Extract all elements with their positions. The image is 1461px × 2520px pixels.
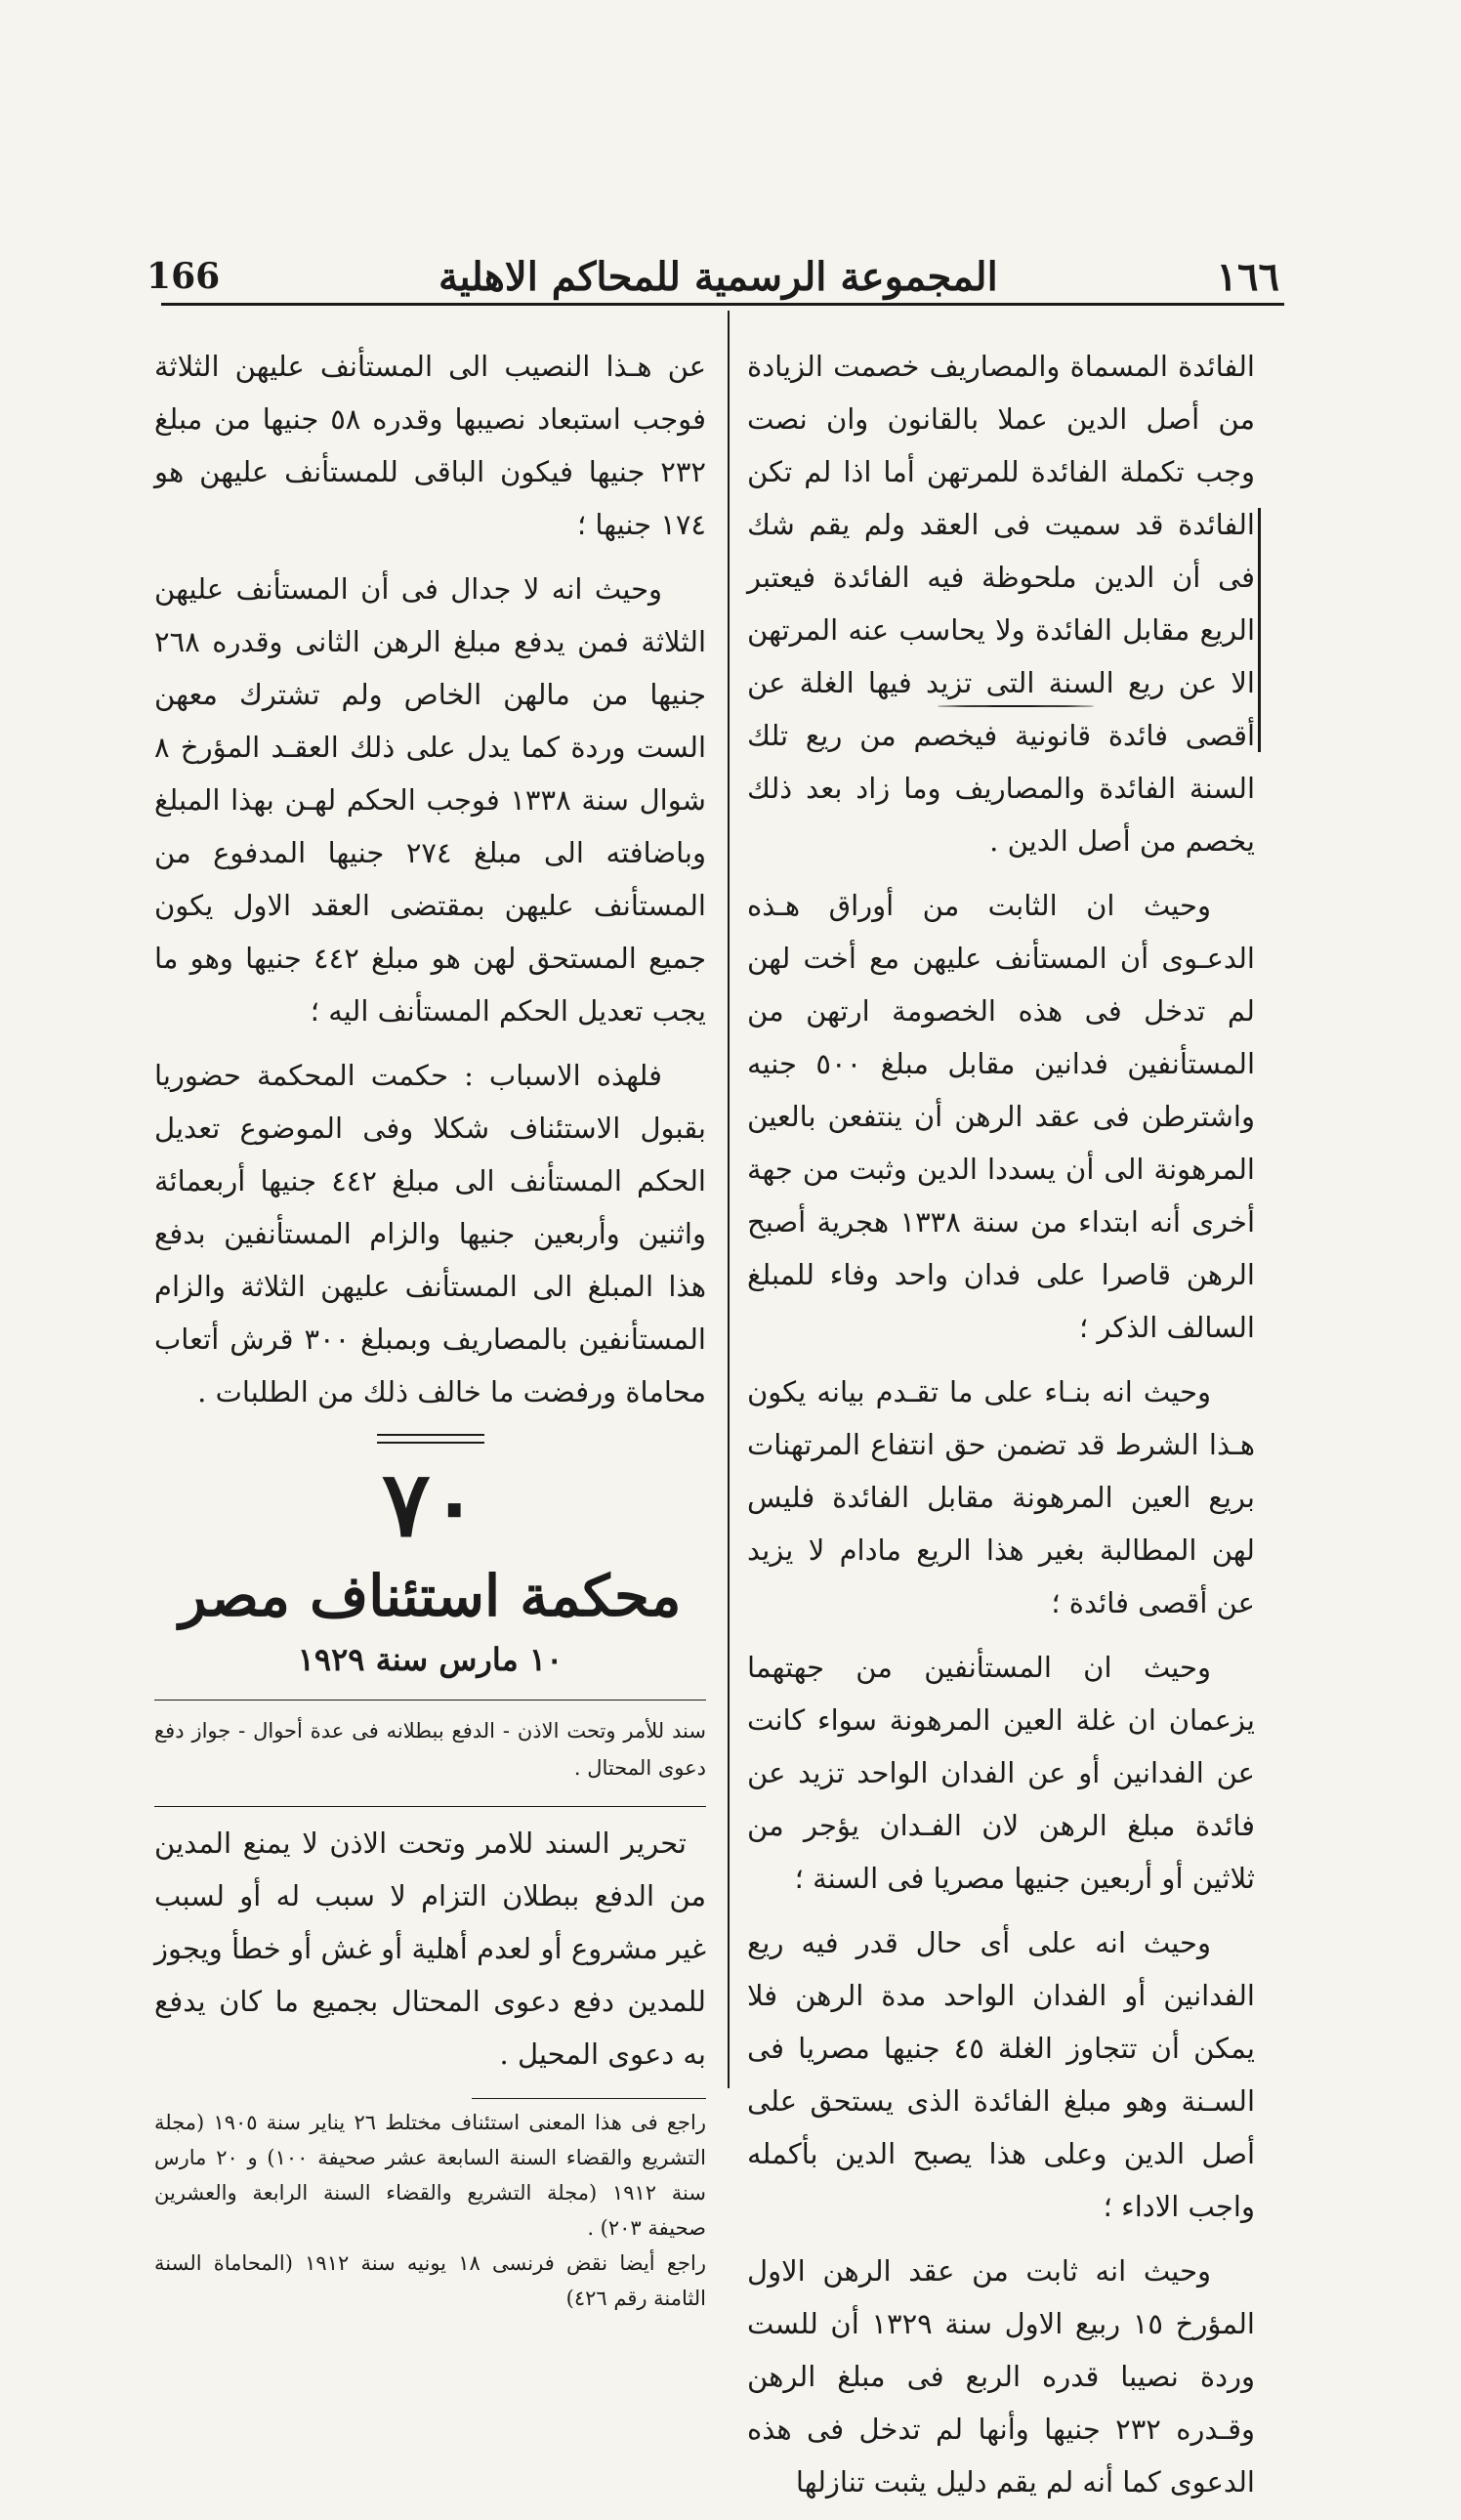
left-column: [154, 340, 706, 2316]
footnote: راجع فى هذا المعنى استئناف مختلط ٢٦ يناير سنة ١٩٠٥ (مجلة التشريع والقضاء السنة السابعة عشر صحيفة ١٠٠) و ٢٠ مارس سنة ١٩١٢ (مجلة التشريع والقضاء السنة الرابعة والعشرين صحيفة ٢٠٣) .: [154, 2111, 707, 2240]
header-rule: [161, 303, 1284, 306]
right-column: [747, 340, 1255, 2520]
footnote: راجع أيضا نقض فرنسى ١٨ يونيه سنة ١٩١٢ (المحاماة السنة الثامنة رقم ٤٢٦): [154, 2251, 706, 2310]
section-separator: [377, 1434, 484, 1444]
paragraph: فلهذه الاسباب : حكمت المحكمة حضوريا بقبول الاستئناف شكلا وفى الموضوع تعديل الحكم المستأنف الى مبلغ ٤٤٢ جنيها أربعمائة واثنين وأربعين جنيها والزام المستأنفين بدفع هذا المبلغ الى المستأنف عليهن الثلاثة والزام المستأنفين بالمصاريف وبمبلغ ٣٠٠ قرش أتعاب محاماة ورفضت ما خالف ذلك من الطلبات .: [154, 1059, 706, 1408]
paragraph: وحيث انه ثابت من عقد الرهن الاول المؤرخ ١٥ ربيع الاول سنة ١٣٢٩ أن للست وردة نصيبا قدره الربع فى مبلغ الرهن وقـدره ٢٣٢ جنيها وأنها لم تدخل فى هذه الدعوى كما أنه لم يقم دليل يثبت تنازلها: [747, 2254, 1255, 2499]
paragraph: عن هـذا النصيب الى المستأنف عليهن الثلاثة فوجب استبعاد نصيبها وقدره ٥٨ جنيها من مبلغ ٢٣٢ جنيها فيكون الباقى للمستأنف عليهن هو ١٧٤ جنيها ؛: [154, 350, 706, 541]
footnote-rule: [472, 2098, 706, 2099]
margin-bracket-mark: [1258, 508, 1267, 752]
paragraph: وحيث ان المستأنفين من جهتهما يزعمان ان غلة العين المرهونة سواء كانت عن الفدانين أو عن الفدان الواحد تزيد عن فائدة مبلغ الرهن لان الفـدان يؤجر من ثلاثين أو أربعين جنيها مصريا فى السنة ؛: [747, 1651, 1255, 1895]
paragraph: وحيث ان الثابت من أوراق هـذه الدعـوى أن المستأنف عليهن مع أخت لهن لم تدخل فى هذه الخصومة ارتهن من المستأنفين فدانين مقابل مبلغ ٥٠٠ جنيه واشترطن فى عقد الرهن أن ينتفعن بالعين المرهونة الى أن يسددا الدين وثبت من جهة أخرى أنه ابتداء من سنة ١٣٣٨ هجرية أصبح الرهن قاصرا على فدان واحد وفاء للمبلغ السالف الذكر ؛: [747, 889, 1255, 1344]
paragraph: وحيث انه على أى حال قدر فيه ريع الفدانين أو الفدان الواحد مدة الرهن فلا يمكن أن تتجاوز الغلة ٤٥ جنيها مصريا فى السـنة وهو مبلغ الفائدة الذى يستحق على أصل الدين وعلى هذا يصبح الدين بأكمله واجب الاداء ؛: [747, 1926, 1255, 2223]
column-divider: [728, 311, 730, 2088]
page-number: 166: [146, 256, 221, 297]
paragraph: الفائدة المسماة والمصاريف خصمت الزيادة من أصل الدين عملا بالقانون وان نصت وجب تكملة الفائدة للمرتهن أما اذا لم تكن الفائدة قد سميت فى العقد ولم يقم شك فى أن الدين ملحوظة فيه الفائدة فيعتبر الريع مقابل الفائدة ولا يحاسب عنه المرتهن الا عن ريع السنة التى تزيد فيها الغلة عن أقصى فائدة قانونية فيخصم من ريع تلك السنة الفائدة والمصاريف وما زاد بعد ذلك يخصم من أصل الدين .: [747, 350, 1255, 858]
page-header: [146, 252, 1279, 301]
case-headnote: تحرير السند للامر وتحت الاذن لا يمنع المدين من الدفع ببطلان التزام لا سبب له أو لسبب غير مشروع أو لعدم أهلية أو غش أو خطأ ويجوز للمدين دفع دعوى المحتال بجميع ما كان يدفع به دعوى المحيل .: [154, 1806, 706, 2080]
case-number: ٧٠: [382, 1451, 479, 1557]
page-number-arabic: ١٦٦: [1216, 253, 1279, 300]
paragraph: وحيث انه لا جدال فى أن المستأنف عليهن الثلاثة فمن يدفع مبلغ الرهن الثانى وقدره ٢٦٨ جنيها من مالهن الخاص ولم تشترك معهن الست وردة كما يدل على ذلك العقـد المؤرخ ٨ شوال سنة ١٣٣٨ فوجب الحكم لهـن بهذا المبلغ وباضافته الى مبلغ ٢٧٤ جنيها المدفوع من المستأنف عليهن بمقتضى العقد الاول يكون جميع المستحق لهن هو مبلغ ٤٤٢ جنيها وهو ما يجب تعديل الحكم المستأنف اليه ؛: [154, 572, 706, 1028]
case-date: ١٠ مارس سنة ١٩٢٩: [297, 1641, 564, 1678]
running-title: المجموعة الرسمية للمحاكم الاهلية: [438, 253, 998, 300]
case-keywords: سند للأمر وتحت الاذن - الدفع ببطلانه فى عدة أحوال - جواز دفع دعوى المحتال .: [154, 1700, 706, 1786]
court-name: محكمة استئناف مصر: [179, 1563, 682, 1629]
paragraph: وحيث انه بنـاء على ما تقـدم بيانه يكون هـذا الشرط قد تضمن حق انتفاع المرتهنات بريع العين المرهونة مقابل الفائدة فليس لهن المطالبة بغير هذا الريع مادام لا يزيد عن أقصى فائدة ؛: [747, 1375, 1255, 1619]
